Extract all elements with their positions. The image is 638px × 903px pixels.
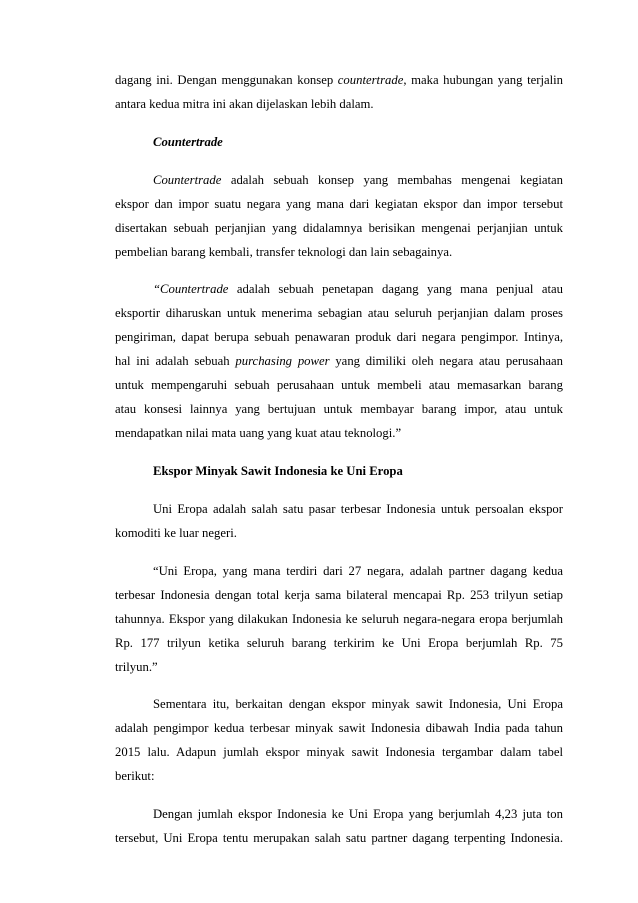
section-heading-countertrade: Countertrade: [153, 134, 223, 149]
paragraph-sawit: [115, 692, 563, 788]
body-line: atau konsesi lainnya yang bertujuan untuk membayar barang impor, atau untuk: [115, 402, 563, 417]
italic-term: “Countertrade: [153, 282, 229, 297]
body-line: tahunnya. Ekspor yang dilakukan Indonesia ke seluruh negara-negara eropa berjumlah: [115, 611, 563, 626]
body-line: antara kedua mitra ini akan dijelaskan lebih dalam.: [115, 97, 374, 111]
paragraph-definition: [115, 168, 563, 264]
body-line: Dengan jumlah ekspor Indonesia ke Uni Eropa yang berjumlah 4,23 juta ton: [153, 807, 563, 821]
body-line: eksportir diharuskan untuk menerima sebagian atau seluruh perjanjian dalam proses: [115, 306, 563, 321]
body-line: berikut:: [115, 769, 155, 784]
paragraph-ekspor-intro: [115, 497, 563, 545]
paragraph-closing: [115, 802, 563, 850]
body-line: terbesar Indonesia dengan total kerja sama bilateral mencapai Rp. 253 trilyun setiap: [115, 587, 563, 602]
body-line: [115, 68, 563, 92]
paragraph-quote-uni-eropa: [115, 559, 563, 679]
body-line: “Uni Eropa, yang mana terdiri dari 27 negara, adalah partner dagang kedua: [153, 563, 563, 578]
paragraph-intro: [115, 68, 563, 116]
text-run: adalah sebuah konsep yang membahas mengenai kegiatan: [221, 172, 563, 187]
body-line: [115, 168, 563, 192]
paragraph-quote-countertrade: [115, 277, 563, 445]
body-line: pembelian barang kembali, transfer teknologi dan lain sebagainya.: [115, 244, 453, 259]
body-line: untuk mempengaruhi sebuah perusahaan untuk membeli atau memasarkan barang: [115, 378, 563, 393]
text-run: yang dimiliki oleh negara atau perusahaan: [329, 354, 563, 369]
italic-term: countertrade: [337, 73, 404, 87]
text-run: adalah sebuah penetapan dagang yang mana penjual atau: [228, 282, 563, 297]
body-line: trilyun.”: [115, 659, 158, 674]
body-line: Rp. 177 trilyun ketika seluruh barang terkirim ke Uni Eropa berjumlah Rp. 75: [115, 635, 563, 650]
body-line: mendapatkan nilai mata uang yang kuat atau teknologi.”: [115, 426, 402, 441]
body-line: Uni Eropa adalah salah satu pasar terbesar Indonesia untuk persoalan ekspor: [153, 501, 563, 516]
italic-term: Countertrade: [153, 172, 222, 187]
italic-term: purchasing power: [235, 354, 330, 369]
body-line: adalah pengimpor kedua terbesar minyak sawit Indonesia dibawah India pada tahun: [115, 721, 563, 736]
body-line: komoditi ke luar negeri.: [115, 525, 237, 540]
page-body: [115, 68, 563, 864]
section-heading-ekspor: Ekspor Minyak Sawit Indonesia ke Uni Eropa: [153, 464, 403, 478]
body-line: ekspor dan impor suatu negara yang mana dari kegiatan ekspor dan impor tersebut: [115, 196, 563, 211]
body-line: Sementara itu, berkaitan dengan ekspor minyak sawit Indonesia, Uni Eropa: [153, 697, 563, 712]
body-line: tersebut, Uni Eropa tentu merupakan salah satu partner dagang terpenting Indonesia.: [115, 831, 563, 845]
body-line: disertakan sebuah perjanjian yang didalamnya berisikan mengenai perjanjian untuk: [115, 220, 563, 235]
body-line: pengiriman, dapat berupa sebuah penawaran produk dari negara pengimpor. Intinya,: [115, 330, 563, 345]
text-run: dagang ini. Dengan menggunakan konsep: [115, 73, 338, 87]
body-line: [115, 277, 563, 301]
body-line: 2015 lalu. Adapun jumlah ekspor minyak sawit Indonesia tergambar dalam tabel: [115, 745, 563, 760]
text-run: hal ini adalah sebuah: [115, 354, 236, 369]
text-run: , maka hubungan yang terjalin: [403, 73, 564, 87]
body-line: [115, 349, 563, 373]
